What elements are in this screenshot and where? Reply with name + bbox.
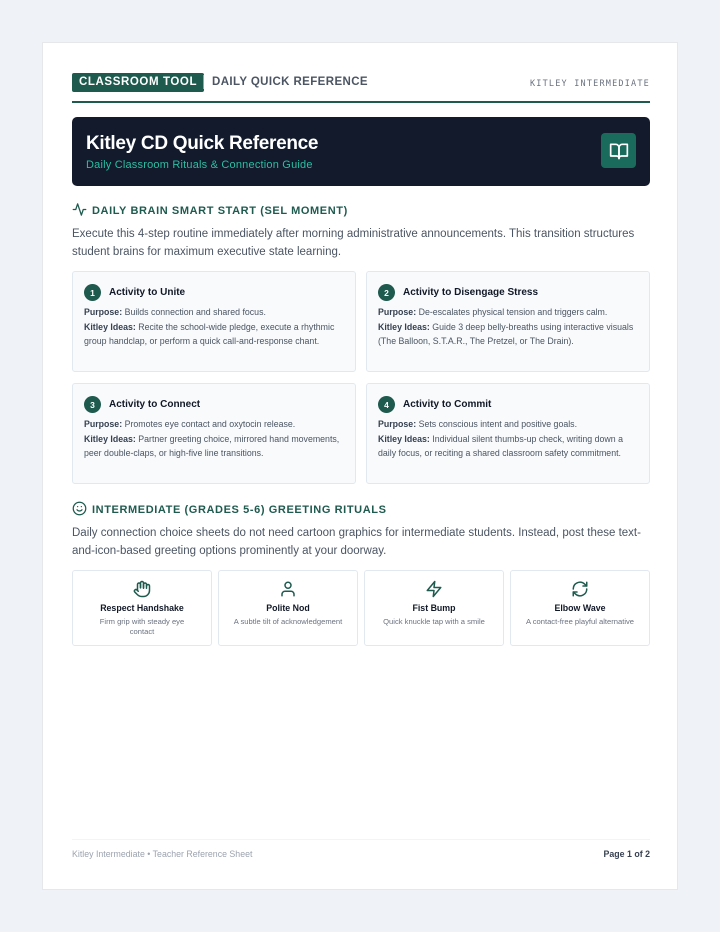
greeting-card-respect-handshake: [72, 570, 212, 646]
reference-page: [42, 42, 678, 890]
purpose-text: Builds connection and shared focus.: [122, 307, 266, 317]
section-intro: Daily connection choice sheets do not need cartoon graphics for intermediate students. Instead, post these text-and-icon-based greeting options prominently at your doorway.: [72, 527, 641, 557]
greeting-description: A subtle tilt of acknowledgement: [233, 617, 343, 626]
zap-icon: [365, 580, 503, 598]
page-number: Page 1 of 2: [603, 849, 650, 859]
page-subtitle: Daily Classroom Rituals & Connection Guide: [86, 159, 313, 171]
activity-description: [378, 305, 640, 349]
step-number-badge: 2: [378, 284, 395, 301]
step-number-badge: 1: [84, 284, 101, 301]
book-open-icon: [601, 133, 636, 168]
ideas-label: Kitley Ideas:: [378, 321, 430, 332]
greeting-title: Polite Nod: [266, 603, 310, 613]
purpose-text: Promotes eye contact and oxytocin release.: [122, 419, 296, 429]
hand-icon: [73, 580, 211, 598]
school-name: KITLEY INTERMEDIATE: [529, 79, 650, 89]
title-banner: [72, 117, 650, 186]
header-subtitle: DAILY QUICK REFERENCE: [212, 76, 369, 88]
activity-title: Activity to Disengage Stress: [403, 287, 539, 298]
activity-description: [378, 417, 640, 461]
purpose-label: Purpose:: [378, 307, 417, 317]
refresh-icon: [511, 580, 649, 598]
activity-card-3: [72, 383, 356, 484]
greeting-title: Fist Bump: [412, 603, 456, 613]
greeting-card-fist-bump: [364, 570, 504, 646]
footer-source: Kitley Intermediate • Teacher Reference Sheet: [72, 849, 253, 859]
activity-title: Activity to Unite: [109, 287, 186, 298]
purpose-label: Purpose:: [378, 419, 417, 429]
greeting-title: Respect Handshake: [100, 603, 184, 613]
activity-card-1: [72, 271, 356, 372]
ideas-label: Kitley Ideas:: [378, 433, 430, 444]
section-heading-brain-smart-start: [72, 202, 348, 220]
ideas-text: Partner greeting choice, mirrored hand movements, peer double-claps, or high-five line transitions.: [84, 433, 340, 458]
greeting-card-elbow-wave: [510, 570, 650, 646]
activity-description: [84, 305, 346, 349]
section-intro: Execute this 4-step routine immediately after morning administrative announcements. This transition structures student brains for maximum executive state learning.: [72, 228, 635, 258]
section-heading-text: INTERMEDIATE (GRADES 5-6) GREETING RITUALS: [92, 504, 387, 516]
greeting-description: Quick knuckle tap with a smile: [383, 617, 485, 626]
classroom-tool-tag: CLASSROOM TOOL: [72, 73, 204, 92]
ideas-label: Kitley Ideas:: [84, 433, 136, 444]
activity-description: [84, 417, 346, 461]
purpose-text: Sets conscious intent and positive goals.: [416, 419, 578, 429]
greeting-title: Elbow Wave: [554, 603, 606, 613]
activity-title: Activity to Commit: [403, 399, 492, 410]
section-heading-text: DAILY BRAIN SMART START (SEL MOMENT): [92, 205, 348, 217]
page-title: Kitley CD Quick Reference: [86, 133, 319, 154]
user-icon: [219, 580, 357, 598]
ideas-label: Kitley Ideas:: [84, 321, 136, 332]
step-number-badge: 4: [378, 396, 395, 413]
step-number-badge: 3: [84, 396, 101, 413]
ideas-text: Individual silent thumbs-up check, writing down a daily focus, or reciting a shared classroom safety commitment.: [378, 433, 623, 458]
purpose-text: De-escalates physical tension and triggers calm.: [416, 307, 608, 317]
activity-title: Activity to Connect: [109, 399, 201, 410]
greeting-description: A contact-free playful alternative: [525, 617, 635, 626]
activity-card-2: [366, 271, 650, 372]
greeting-card-polite-nod: [218, 570, 358, 646]
footer-divider: [72, 839, 650, 840]
smile-icon: [72, 501, 87, 519]
ideas-text: Recite the school-wide pledge, execute a rhythmic group handclap, or perform a quick call-and-response chant.: [84, 321, 335, 346]
activity-card-4: [366, 383, 650, 484]
purpose-label: Purpose:: [84, 419, 123, 429]
activity-pulse-icon: [72, 202, 87, 220]
greeting-description: Firm grip with steady eye contact: [99, 617, 185, 636]
purpose-label: Purpose:: [84, 307, 123, 317]
page-header: [72, 73, 650, 103]
header-divider: [203, 75, 204, 89]
ideas-text: Guide 3 deep belly-breaths using interactive visuals (The Balloon, S.T.A.R., The Pretzel, or The Drain).: [378, 321, 634, 346]
section-heading-greeting-rituals: [72, 501, 387, 519]
